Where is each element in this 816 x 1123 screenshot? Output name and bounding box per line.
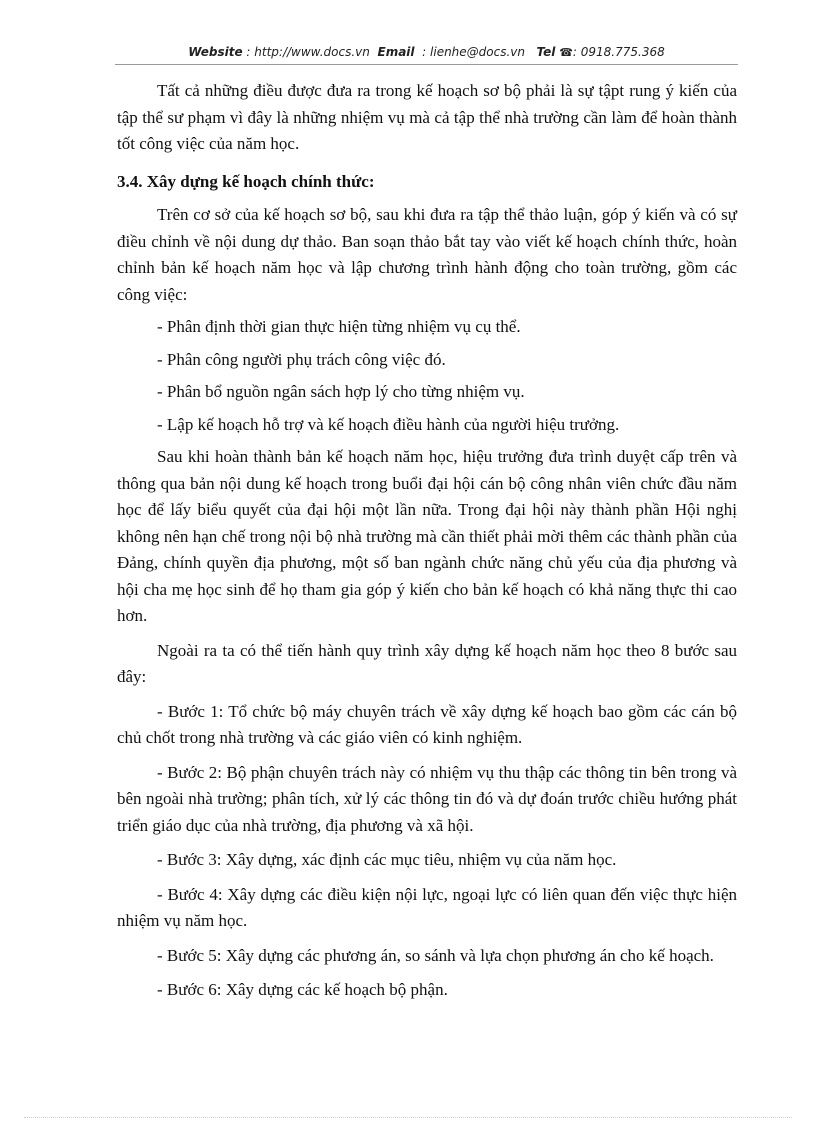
document-body [117, 78, 737, 1004]
phone-icon: ☎ [559, 46, 573, 59]
task-item: - Phân công người phụ trách công việc đó. [157, 349, 446, 369]
step-item: - Bước 4: Xây dựng các điều kiện nội lực, ngoại lực có liên quan đến việc thực hiện nhiệm vụ năm học. [117, 884, 737, 930]
paragraph-eight-steps: Ngoài ra ta có thể tiến hành quy trình xây dựng kế hoạch năm học theo 8 bước sau đây: [117, 640, 737, 686]
task-item: - Phân bổ nguồn ngân sách hợp lý cho từng nhiệm vụ. [157, 382, 525, 401]
section-heading: 3.4. Xây dựng kế hoạch chính thức: [117, 171, 375, 191]
paragraph-approval: Sau khi hoàn thành bản kế hoạch năm học, hiệu trưởng đưa trình duyệt cấp trên và thông qua bản nội dung kế hoạch trong buổi đại hội cán bộ công nhân viên chức đầu năm học để lấy biểu quyết của đại hội một lần nữa. Trong đại hội này thành phần Hội nghị không nên hạn chế trong nội bộ nhà trường mà cần thiết phải mời thêm các thành phần của Đảng, chính quyền địa phương, một số ban ngành chức năng chủ yếu của địa phương và hội cha mẹ học sinh để họ tham gia góp ý kiến cho bản kế hoạch có khả năng thực thi cao hơn. [117, 447, 737, 625]
step-item: - Bước 2: Bộ phận chuyên trách này có nhiệm vụ thu thập các thông tin bên trong và bên ngoài nhà trường; phân tích, xử lý các thông tin đó và dự đoán trước chiều hướng phát triển giáo dục của nhà trường, địa phương và xã hội. [117, 762, 737, 835]
tel-label: Tel [536, 45, 556, 59]
step-item: - Bước 1: Tổ chức bộ máy chuyên trách về xây dựng kế hoạch bao gồm các cán bộ chủ chốt trong nhà trường và các giáo viên có kinh nghiệm. [117, 701, 737, 747]
step-item: - Bước 5: Xây dựng các phương án, so sánh và lựa chọn phương án cho kế hoạch. [157, 945, 714, 965]
email-value[interactable]: : lienhe@docs.vn [422, 45, 526, 59]
paragraph-intro: Tất cả những điều được đưa ra trong kế hoạch sơ bộ phải là sự tậpt rung ý kiến của tập thể sư phạm vì đây là những nhiệm vụ mà cả tập thể nhà trường cần làm để hoàn thành tốt công việc của năm học. [117, 81, 737, 153]
website-value[interactable]: : http://www.docs.vn [246, 45, 370, 59]
tel-value: : 0918.775.368 [572, 45, 665, 59]
task-item: - Lập kế hoạch hỗ trợ và kế hoạch điều hành của người hiệu trưởng. [157, 414, 620, 434]
task-item: - Phân định thời gian thực hiện từng nhiệm vụ cụ thể. [157, 317, 521, 336]
page-header [115, 45, 738, 65]
paragraph-official-plan: Trên cơ sở của kế hoạch sơ bộ, sau khi đưa ra tập thể thảo luận, góp ý kiến và có sự điều chỉnh về nội dung dự thảo. Ban soạn thảo bắt tay vào viết kế hoạch chính thức, hoàn chỉnh bản kế hoạch năm học và lập chương trình hành động cho toàn trường, gồm các công việc: [117, 205, 737, 304]
email-label: Email [377, 45, 415, 59]
page-bottom-divider [24, 1117, 792, 1118]
step-item: - Bước 6: Xây dựng các kế hoạch bộ phận. [157, 980, 448, 999]
step-item: - Bước 3: Xây dựng, xác định các mục tiêu, nhiệm vụ của năm học. [157, 850, 617, 869]
website-label: Website [188, 45, 243, 59]
